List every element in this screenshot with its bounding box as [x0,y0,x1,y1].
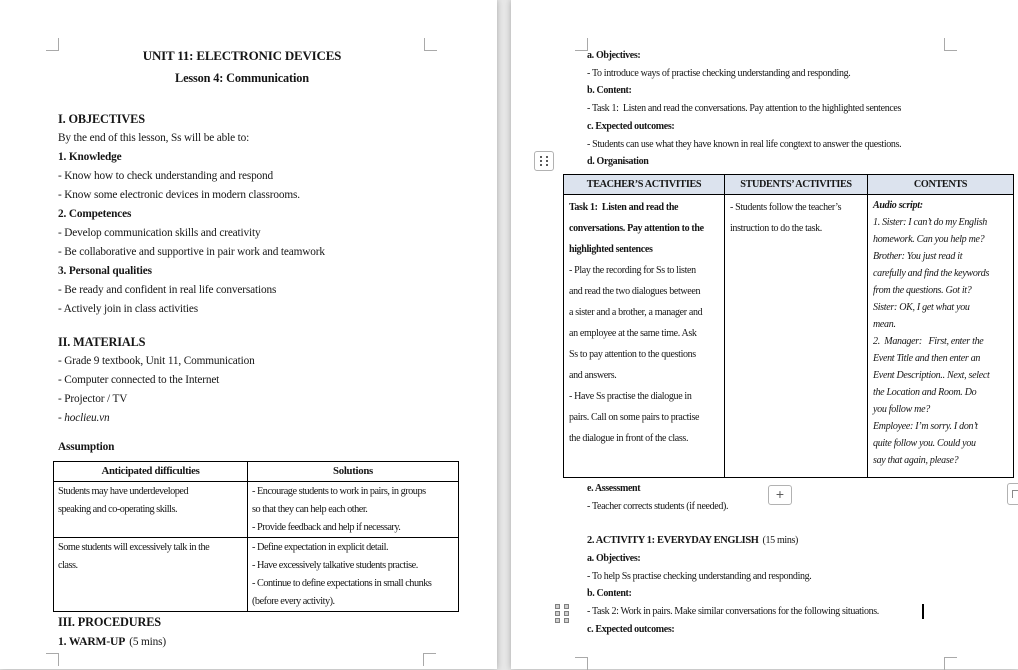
activity1-duration: (15 mins) [762,535,798,547]
edge-partial-button[interactable] [1007,483,1018,505]
activity1-content-label: b. Content: [587,588,632,600]
activity1-objectives-label: a. Objectives: [587,553,641,565]
teacher-task-heading-lines: Task 1: Listen and read the conversations. Pay attention to the highlighted sentences [569,201,704,255]
audio-script-title: Audio script: [873,199,923,211]
warmup-heading [58,632,497,652]
assumption-table [53,461,459,612]
activity1-content-text: - Task 2: Work in pairs. Make similar conversations for the following situations. [587,606,879,618]
org-table-header-students: STUDENTS’ ACTIVITIES [725,174,868,194]
activity1-heading-label: 2. ACTIVITY 1: EVERYDAY ENGLISH [587,535,759,547]
warmup-heading-label: 1. WARM-UP [58,635,126,648]
table-select-handle[interactable] [534,151,554,171]
crop-mark-bottom-right [944,657,957,670]
assumption-row2-solutions: - Define expectation in explicit detail. - Have excessively talkative students practise. - Continue to define expectations in small chunks (before every activity). [248,538,459,612]
task1-objectives-label: a. Objectives: [587,50,641,61]
text-insertion-cursor [922,604,924,619]
personal-qualities-items: - Be ready and confident in real life conversations - Actively join in class activities [58,284,277,315]
assumption-label: Assumption [58,441,115,453]
audio-script-lines: 1. Sister: I can’t do my English homework. Can you help me? Brother: You just read it carefully and find the keywords from the questions. Got it? Sister: OK, I get what you mean. 2. Manager: First, enter the Event Title and then enter an Event Description.. Next, select the Location and Room. Do you follow me? Employee: I’m sorry. I don’t quite follow you. Could you say that again, please? [873,216,990,466]
edge-button-icon [1012,490,1018,498]
unit-title: UNIT 11: ELECTRONIC DEVICES [142,48,342,63]
assumption-row1-solutions: - Encourage students to work in pairs, in groups so that they can help each other. - Provide feedback and help if necessary. [248,482,459,538]
materials-items: - Grade 9 textbook, Unit 11, Communication - Computer connected to the Internet - Projector / TV [58,355,255,405]
assumption-table-header-solutions: Solutions [248,462,459,482]
organisation-label: d. Organisation [587,156,649,168]
assumption-row1-difficulty: Students may have underdeveloped speaking and co-operating skills. [54,482,248,538]
crop-mark-bottom-left [46,653,59,666]
teacher-step-lines: - Play the recording for Ss to listen and read the two dialogues between a sister and a brother, a manager and an employee at the same time. Ask Ss to pay attention to the questions and answers. - Have Ss practise the dialogue in pairs. Call on some pairs to practise the dialogue in front of the class. [569,264,703,444]
right-page-content [511,0,1018,639]
crop-mark-top-left [46,38,59,51]
personal-qualities-heading: 3. Personal qualities [58,265,152,277]
contents-cell [868,194,1014,477]
knowledge-items: - Know how to check understanding and respond - Know some electronic devices in modern classrooms. [58,170,300,201]
procedures-heading: III. PROCEDURES [58,615,161,629]
activity1-objectives-text: - To help Ss practise checking understanding and responding. [587,570,812,582]
competences-items: - Develop communication skills and creativity - Be collaborative and supportive in pair work and teamwork [58,227,325,258]
left-page-content [0,0,497,652]
assessment-label: e. Assessment [587,482,641,494]
objectives-intro: By the end of this lesson, Ss will be able to: [58,132,250,144]
table-handle-dots-icon [540,156,549,167]
warmup-duration: (5 mins) [129,636,166,648]
paragraph-drag-handle-icon[interactable] [555,604,569,623]
crop-mark-top-left [575,38,588,51]
crop-mark-bottom-left [575,657,588,670]
objectives-heading: I. OBJECTIVES [58,112,145,126]
assumption-table-header-difficulties: Anticipated difficulties [54,462,248,482]
org-table-header-contents: CONTENTS [868,174,1014,194]
task1-outcomes-text: - Students can use what they have known in real life congtext to answer the questions. [587,138,902,150]
teacher-activities-cell [564,194,725,477]
lesson-subtitle: Lesson 4: Communication [175,71,309,85]
activity1-outcomes-label: c. Expected outcomes: [587,623,675,635]
students-lines: - Students follow the teacher’s instruction to do the task. [730,201,842,234]
competences-heading: 2. Competences [58,208,132,220]
assumption-row2-difficulty: Some students will excessively talk in the class. [54,538,248,612]
activity1-heading [587,532,1018,550]
task1-content-label: b. Content: [587,85,632,97]
students-activities-cell [725,194,868,477]
crop-mark-bottom-right [423,653,436,666]
page-left [0,0,497,669]
task1-outcomes-label: c. Expected outcomes: [587,120,675,132]
materials-heading: II. MATERIALS [58,335,146,349]
knowledge-heading: 1. Knowledge [58,151,122,163]
assessment-text: - Teacher corrects students (if needed). [587,500,729,512]
org-table-header-teacher: TEACHER’S ACTIVITIES [564,174,725,194]
organisation-table [563,174,1014,478]
materials-item-website: - hoclieu.vn [58,412,110,424]
insert-row-plus-button[interactable]: + [768,485,792,505]
task1-content-text: - Task 1: Listen and read the conversations. Pay attention to the highlighted sentences [587,103,902,115]
task1-objectives-text: - To introduce ways of practise checking understanding and responding. [587,67,851,79]
crop-mark-top-right [944,38,957,51]
crop-mark-top-right [424,38,437,51]
page-right [511,0,1018,669]
